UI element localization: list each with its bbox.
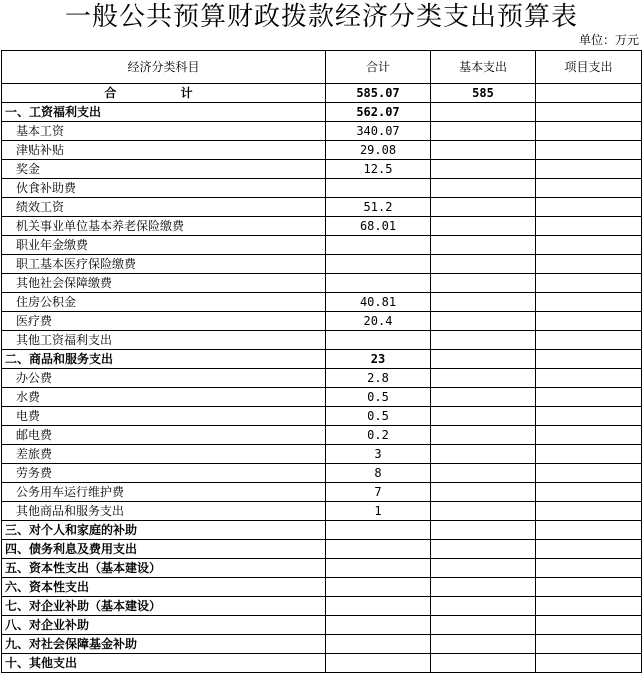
row-total: 7 <box>326 483 431 502</box>
row-total <box>326 635 431 654</box>
row-total: 23 <box>326 350 431 369</box>
row-total: 40.81 <box>326 293 431 312</box>
row-name: 九、对社会保障基金补助 <box>2 635 326 654</box>
table-row <box>2 179 642 198</box>
row-project <box>536 198 642 217</box>
row-basic <box>431 464 536 483</box>
row-name: 邮电费 <box>2 426 326 445</box>
row-name: 水费 <box>2 388 326 407</box>
row-project <box>536 521 642 540</box>
category-row <box>2 578 642 597</box>
row-basic <box>431 236 536 255</box>
row-name: 二、商品和服务支出 <box>2 350 326 369</box>
row-total: 340.07 <box>326 122 431 141</box>
row-total: 3 <box>326 445 431 464</box>
row-total: 562.07 <box>326 103 431 122</box>
row-name: 基本工资 <box>2 122 326 141</box>
row-project <box>536 597 642 616</box>
row-basic <box>431 445 536 464</box>
row-name: 医疗费 <box>2 312 326 331</box>
table-row <box>2 407 642 426</box>
row-basic <box>431 597 536 616</box>
row-project <box>536 331 642 350</box>
category-row <box>2 654 642 673</box>
category-row <box>2 616 642 635</box>
row-project <box>536 274 642 293</box>
category-row <box>2 597 642 616</box>
row-project <box>536 103 642 122</box>
row-name: 电费 <box>2 407 326 426</box>
row-basic <box>431 483 536 502</box>
table-row <box>2 217 642 236</box>
row-project <box>536 616 642 635</box>
row-total: 8 <box>326 464 431 483</box>
row-project <box>536 407 642 426</box>
row-name: 十、其他支出 <box>2 654 326 673</box>
table-row <box>2 388 642 407</box>
page-title: 一般公共预算财政拨款经济分类支出预算表 <box>64 2 578 32</box>
row-name: 职业年金缴费 <box>2 236 326 255</box>
row-name: 差旅费 <box>2 445 326 464</box>
header-total: 合计 <box>326 51 431 84</box>
row-name: 其他工资福利支出 <box>2 331 326 350</box>
budget-table <box>1 50 642 673</box>
total-amount: 585.07 <box>326 84 431 103</box>
table-row <box>2 122 642 141</box>
category-row <box>2 521 642 540</box>
row-name: 五、资本性支出（基本建设） <box>2 559 326 578</box>
row-project <box>536 141 642 160</box>
row-basic <box>431 388 536 407</box>
row-total: 1 <box>326 502 431 521</box>
row-basic <box>431 559 536 578</box>
row-name: 八、对企业补助 <box>2 616 326 635</box>
category-row <box>2 559 642 578</box>
row-total <box>326 597 431 616</box>
row-project <box>536 483 642 502</box>
row-basic <box>431 578 536 597</box>
row-total <box>326 559 431 578</box>
row-basic <box>431 255 536 274</box>
row-name: 津贴补贴 <box>2 141 326 160</box>
row-name: 其他商品和服务支出 <box>2 502 326 521</box>
category-row <box>2 103 642 122</box>
row-basic <box>431 312 536 331</box>
row-basic <box>431 502 536 521</box>
row-project <box>536 217 642 236</box>
row-total: 20.4 <box>326 312 431 331</box>
category-row <box>2 635 642 654</box>
row-project <box>536 293 642 312</box>
row-project <box>536 502 642 521</box>
row-project <box>536 578 642 597</box>
row-basic <box>431 350 536 369</box>
row-name: 一、工资福利支出 <box>2 103 326 122</box>
table-row <box>2 369 642 388</box>
header-row <box>2 51 642 84</box>
row-basic <box>431 426 536 445</box>
row-basic <box>431 616 536 635</box>
header-basic: 基本支出 <box>431 51 536 84</box>
row-name: 奖金 <box>2 160 326 179</box>
total-basic: 585 <box>431 84 536 103</box>
row-name: 绩效工资 <box>2 198 326 217</box>
table-row <box>2 274 642 293</box>
row-basic <box>431 198 536 217</box>
row-total <box>326 578 431 597</box>
row-basic <box>431 179 536 198</box>
row-total <box>326 616 431 635</box>
row-total <box>326 654 431 673</box>
table-row <box>2 464 642 483</box>
row-basic <box>431 141 536 160</box>
row-total: 51.2 <box>326 198 431 217</box>
header-project: 项目支出 <box>536 51 642 84</box>
row-project <box>536 122 642 141</box>
table-row <box>2 255 642 274</box>
category-row <box>2 350 642 369</box>
row-basic <box>431 103 536 122</box>
row-project <box>536 445 642 464</box>
row-basic <box>431 654 536 673</box>
budget-table-body <box>2 51 642 673</box>
table-row <box>2 426 642 445</box>
row-basic <box>431 217 536 236</box>
row-project <box>536 540 642 559</box>
row-total: 0.5 <box>326 388 431 407</box>
row-basic <box>431 293 536 312</box>
row-project <box>536 559 642 578</box>
row-total <box>326 255 431 274</box>
row-basic <box>431 274 536 293</box>
table-row <box>2 331 642 350</box>
row-project <box>536 464 642 483</box>
table-row <box>2 312 642 331</box>
row-basic <box>431 540 536 559</box>
category-row <box>2 540 642 559</box>
total-row <box>2 84 642 103</box>
row-project <box>536 255 642 274</box>
table-row <box>2 502 642 521</box>
row-project <box>536 312 642 331</box>
row-name: 公务用车运行维护费 <box>2 483 326 502</box>
row-total: 0.2 <box>326 426 431 445</box>
total-project <box>536 84 642 103</box>
row-name: 机关事业单位基本养老保险缴费 <box>2 217 326 236</box>
row-basic <box>431 521 536 540</box>
row-name: 伙食补助费 <box>2 179 326 198</box>
row-project <box>536 654 642 673</box>
row-total <box>326 521 431 540</box>
row-basic <box>431 635 536 654</box>
row-project <box>536 350 642 369</box>
row-name: 四、债务利息及费用支出 <box>2 540 326 559</box>
row-name: 七、对企业补助（基本建设） <box>2 597 326 616</box>
row-name: 三、对个人和家庭的补助 <box>2 521 326 540</box>
unit-label: 单位：万元 <box>578 33 639 47</box>
row-name: 办公费 <box>2 369 326 388</box>
row-name: 劳务费 <box>2 464 326 483</box>
row-project <box>536 236 642 255</box>
row-basic <box>431 331 536 350</box>
row-project <box>536 426 642 445</box>
table-row <box>2 483 642 502</box>
table-row <box>2 236 642 255</box>
table-row <box>2 198 642 217</box>
row-name: 其他社会保障缴费 <box>2 274 326 293</box>
row-basic <box>431 122 536 141</box>
row-basic <box>431 407 536 426</box>
row-total: 0.5 <box>326 407 431 426</box>
table-row <box>2 141 642 160</box>
table-row <box>2 293 642 312</box>
row-basic <box>431 369 536 388</box>
row-project <box>536 179 642 198</box>
row-project <box>536 369 642 388</box>
row-total <box>326 179 431 198</box>
row-name: 职工基本医疗保险缴费 <box>2 255 326 274</box>
row-project <box>536 160 642 179</box>
row-total: 68.01 <box>326 217 431 236</box>
table-row <box>2 160 642 179</box>
row-name: 六、资本性支出 <box>2 578 326 597</box>
total-label: 合 计 <box>2 84 326 103</box>
row-basic <box>431 160 536 179</box>
row-project <box>536 635 642 654</box>
row-total: 2.8 <box>326 369 431 388</box>
row-project <box>536 388 642 407</box>
table-row <box>2 445 642 464</box>
header-category: 经济分类科目 <box>2 51 326 84</box>
row-total: 12.5 <box>326 160 431 179</box>
row-total <box>326 540 431 559</box>
row-total: 29.08 <box>326 141 431 160</box>
row-total <box>326 274 431 293</box>
row-name: 住房公积金 <box>2 293 326 312</box>
row-total <box>326 331 431 350</box>
row-total <box>326 236 431 255</box>
